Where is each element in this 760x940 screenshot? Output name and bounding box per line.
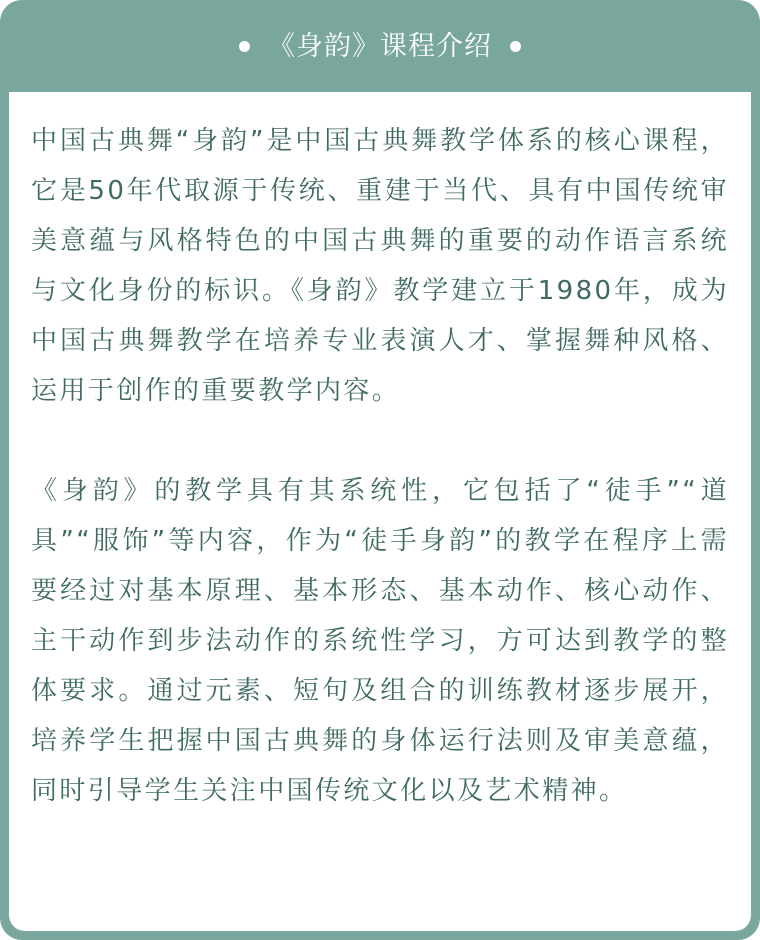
content-panel — [9, 92, 751, 931]
card-header — [0, 0, 760, 92]
intro-paragraph-2: 《身韵》的教学具有其系统性，它包括了“徒手”“道具”“服饰”等内容，作为“徒手身韵”的教学在程序上需要经过对基本原理、基本形态、基本动作、核心动作、主干动作到步法动作的系统性学习，方可达到教学的整体要求。通过元素、短句及组合的训练教材逐步展开，培养学生把握中国古典舞的身体运行法则及审美意蕴，同时引导学生关注中国传统文化以及艺术精神。 — [31, 476, 729, 806]
intro-paragraph-1: 中国古典舞“身韵”是中国古典舞教学体系的核心课程，它是50年代取源于传统、重建于当代、具有中国传统审美意蕴与风格特色的中国古典舞的重要的动作语言系统与文化身份的标识。《身韵》教学建立于1980年，成为中国古典舞教学在培养专业表演人才、掌握舞种风格、运用于创作的重要教学内容。 — [31, 126, 729, 406]
left-bullet-icon — [239, 41, 250, 52]
paragraph-spacer — [31, 416, 729, 466]
card-title: 《身韵》课程介绍 — [268, 30, 492, 62]
right-bullet-icon — [510, 41, 521, 52]
